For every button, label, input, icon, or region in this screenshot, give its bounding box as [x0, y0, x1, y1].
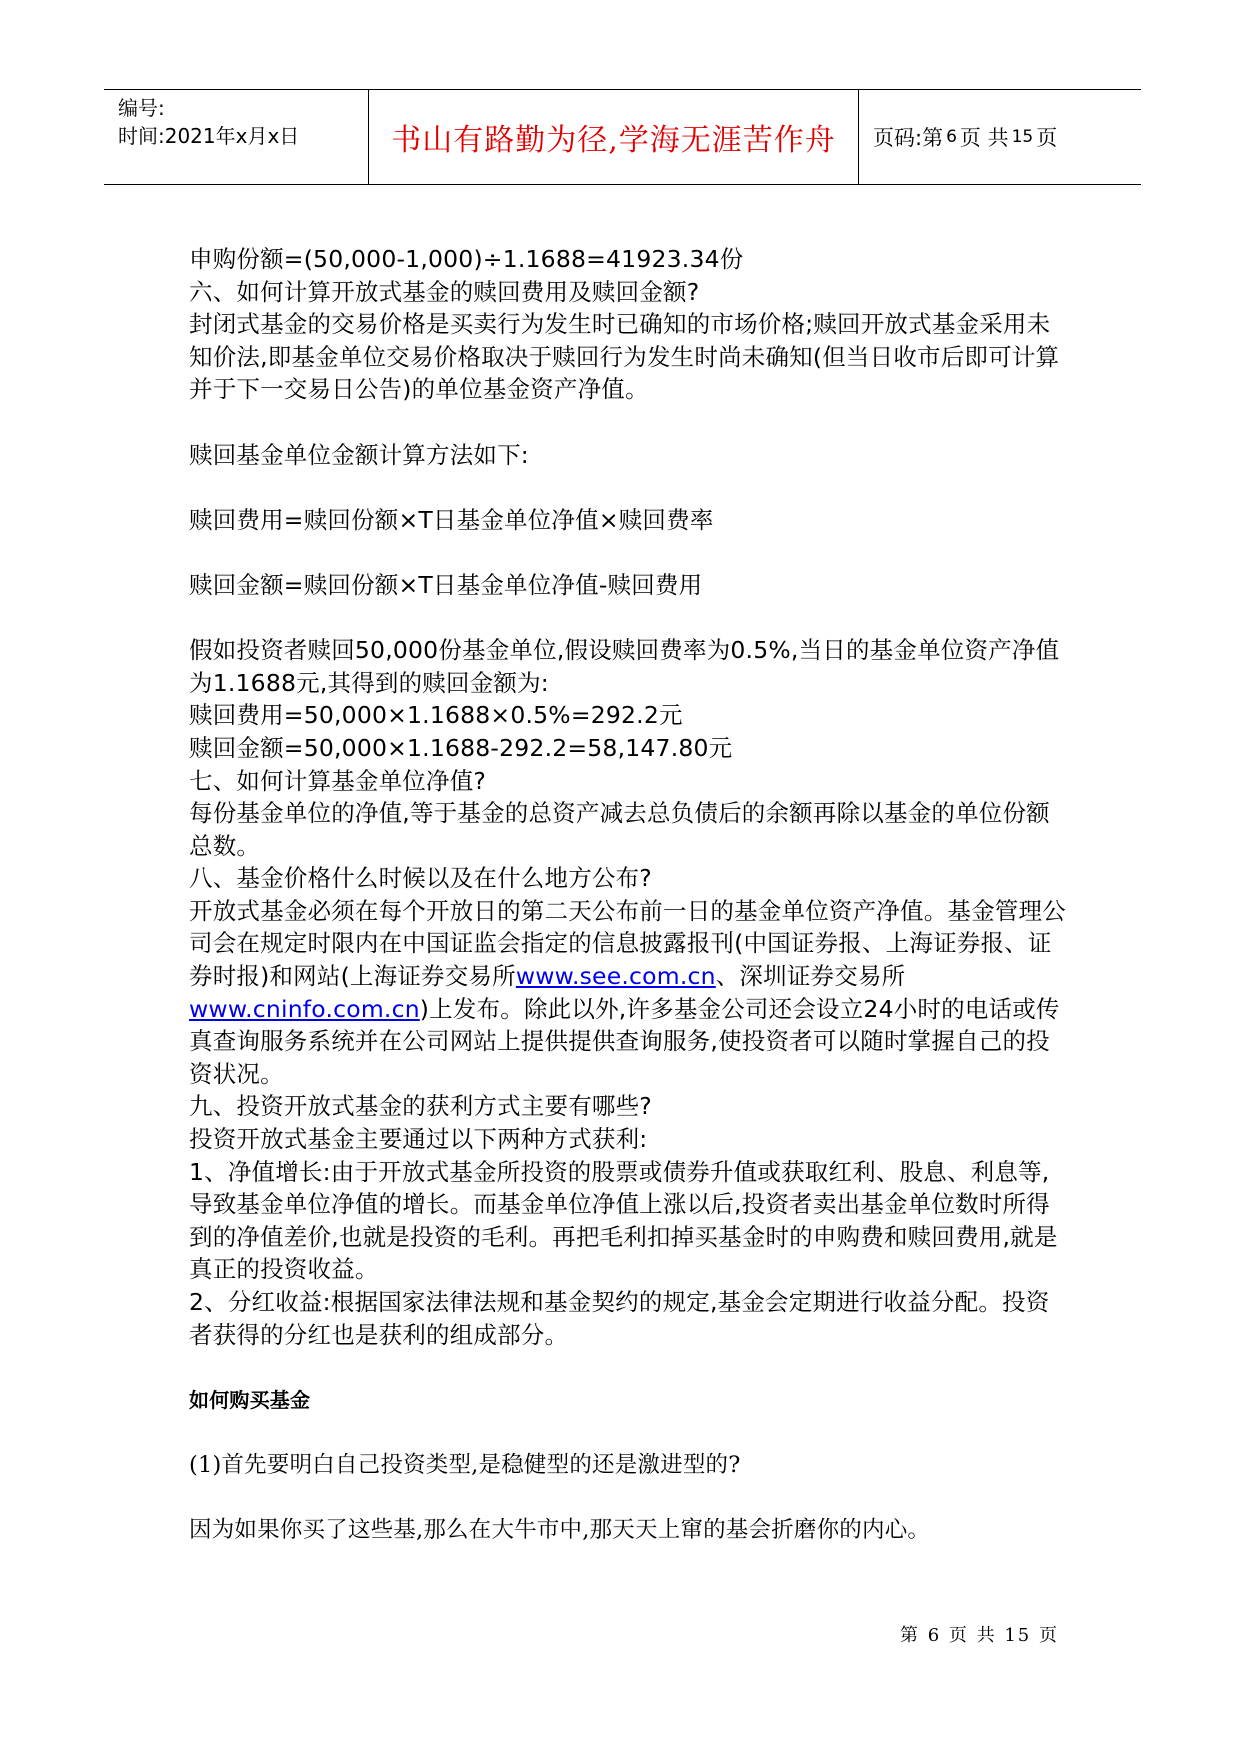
paragraph: 投资开放式基金主要通过以下两种方式获利: [189, 1125, 648, 1154]
paragraph: 2、分红收益:根据国家法律法规和基金契约的规定,基金会定期进行收益分配。投资者获得的分红也是获利的组成部分。 [189, 1288, 1050, 1349]
section-heading: 七、如何计算基金单位净值? [189, 766, 487, 795]
page-total: 15 [1011, 127, 1034, 147]
formula: 赎回费用=50,000×1.1688×0.5%=292.2元 [189, 701, 683, 730]
paragraph-text: )上发布。除此以外,许多基金公司还会设立24小时的电话或传真查询服务系统并在公司网站上提供提供查询服务,使投资者可以随时掌握自己的投资状况。 [189, 994, 1060, 1088]
paragraph: 1、净值增长:由于开放式基金所投资的股票或债券升值或获取红利、股息、利息等,导致基金单位净值的增长。而基金单位净值上涨以后,投资者卖出基金单位数时所得到的净值差价,也就是投资的毛利。再把毛利扣掉买基金时的申购费和赎回费用,就是真正的投资收益。 [189, 1157, 1058, 1284]
paragraph: 申购份额=(50,000-1,000)÷1.1688=41923.34份 [189, 245, 744, 273]
paragraph-text: 开放式基金必须在每个开放日的第二天公布前一日的基金单位资产净值。基金管理公司会在规定时限内在中国证监会指定的信息披露报刊(中国证券报、上海证券报、证券时报)和网站(上海证券交易所 [189, 896, 1066, 991]
section-heading: 九、投资开放式基金的获利方式主要有哪些? [189, 1092, 652, 1121]
paragraph: 每份基金单位的净值,等于基金的总资产减去总负债后的余额再除以基金的单位份额总数。 [189, 799, 1050, 860]
header-page-info [859, 90, 1141, 184]
page-header [104, 89, 1141, 185]
section-heading: 六、如何计算开放式基金的赎回费用及赎回金额? [189, 277, 700, 306]
paragraph: 假如投资者赎回50,000份基金单位,假设赎回费率为0.5%,当日的基金单位资产净值为1.1688元,其得到的赎回金额为: [189, 636, 1060, 697]
paragraph: 封闭式基金的交易价格是买卖行为发生时已确知的市场价格;赎回开放式基金采用未知价法,即基金单位交易价格取决于赎回行为发生时尚未确知(但当日收市后即可计算并于下一交易日公告)的单位基金资产净值。 [189, 310, 1060, 404]
paragraph: 因为如果你买了这些基,那么在大牛市中,那天天上窜的基会折磨你的内心。 [189, 1517, 931, 1544]
page-suffix: 页 [1036, 126, 1058, 150]
page-current: 6 [946, 127, 957, 147]
link-see[interactable]: www.see.com.cn [515, 962, 716, 991]
paragraph [189, 895, 1069, 1091]
paragraph: 赎回基金单位金额计算方法如下: [189, 440, 529, 469]
section-heading: 八、基金价格什么时候以及在什么地方公布? [189, 864, 652, 893]
formula: 赎回金额=赎回份额×T日基金单位净值-赎回费用 [189, 570, 703, 599]
page-footer: 第 6 页 共 15 页 [900, 1625, 1059, 1646]
paragraph-text: 、深圳证券交易所 [715, 962, 906, 991]
page-prefix: 页码:第 [873, 126, 944, 150]
heading-how-to-buy: 如何购买基金 [189, 1387, 311, 1412]
header-meta [104, 90, 369, 184]
page-mid: 页 共 [959, 126, 1009, 150]
document-number-label: 编号: [118, 96, 165, 120]
document-time: 时间:2021年x月x日 [118, 124, 300, 148]
paragraph: (1)首先要明白自己投资类型,是稳健型的还是激进型的? [189, 1451, 741, 1478]
header-motto-cell [369, 90, 859, 184]
link-cninfo[interactable]: www.cninfo.com.cn [189, 994, 420, 1023]
formula: 赎回金额=50,000×1.1688-292.2=58,147.80元 [189, 733, 733, 762]
document-body [189, 243, 1069, 1547]
header-motto: 书山有路勤为径,学海无涯苦作舟 [391, 123, 836, 158]
formula: 赎回费用=赎回份额×T日基金单位净值×赎回费率 [189, 505, 714, 534]
